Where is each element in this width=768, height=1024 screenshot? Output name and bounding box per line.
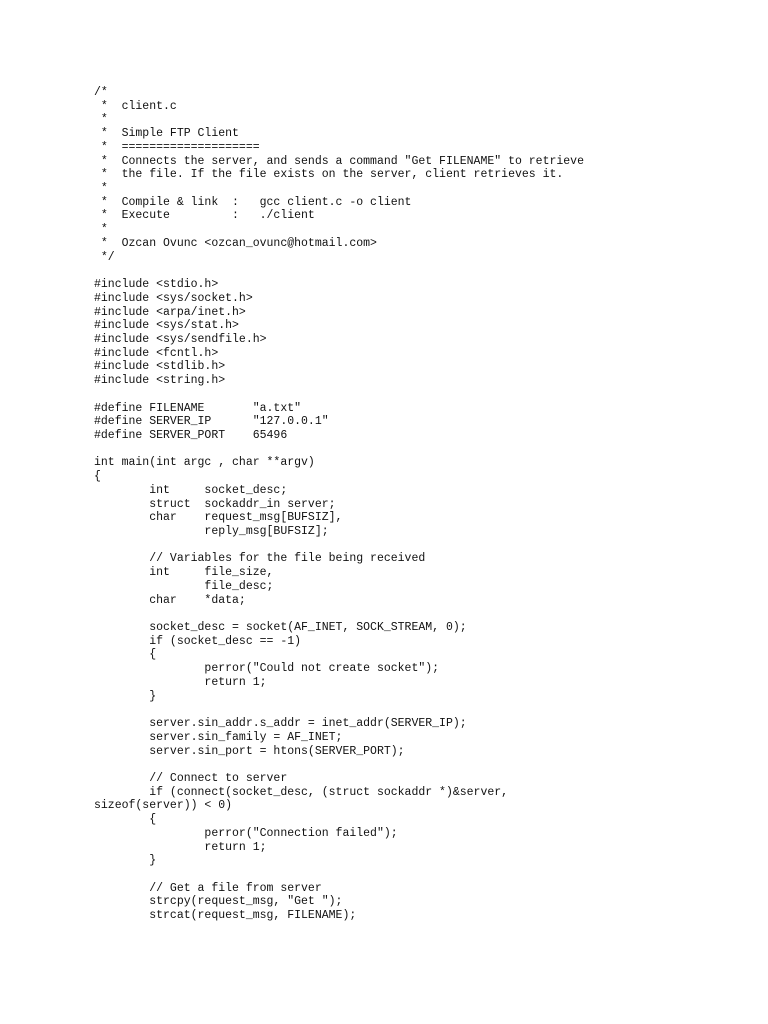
code-line: // Connect to server	[94, 771, 288, 785]
code-line: perror("Connection failed");	[94, 826, 398, 840]
code-line: * Compile & link : gcc client.c -o client	[94, 195, 412, 209]
code-line: if (socket_desc == -1)	[94, 634, 302, 648]
code-line: #include <stdlib.h>	[94, 360, 226, 374]
code-line: {	[94, 813, 157, 827]
code-line: #include <sys/stat.h>	[94, 319, 239, 333]
code-line: sizeof(server)) < 0)	[94, 799, 233, 813]
code-line: // Get a file from server	[94, 881, 322, 895]
code-line: char request_msg[BUFSIZ],	[94, 511, 343, 525]
code-line: {	[94, 648, 157, 662]
code-line: char *data;	[94, 593, 246, 607]
code-line: * the file. If the file exists on the server, client retrieves it.	[94, 168, 564, 182]
code-line: #include <string.h>	[94, 374, 226, 388]
code-line: server.sin_family = AF_INET;	[94, 730, 343, 744]
code-line: #include <sys/socket.h>	[94, 291, 253, 305]
code-line: int socket_desc;	[94, 483, 288, 497]
code-line	[94, 868, 754, 882]
code-line: server.sin_addr.s_addr = inet_addr(SERVER_IP);	[94, 717, 467, 731]
code-line	[94, 607, 754, 621]
code-line: #include <fcntl.h>	[94, 346, 219, 360]
code-line	[94, 539, 754, 553]
code-line: #include <stdio.h>	[94, 278, 219, 292]
code-line: * Ozcan Ovunc <ozcan_ovunc@hotmail.com>	[94, 236, 377, 250]
code-line: * Simple FTP Client	[94, 127, 239, 141]
code-line: }	[94, 854, 157, 868]
code-line: */	[94, 250, 115, 264]
code-line: return 1;	[94, 675, 267, 689]
code-line: /*	[94, 86, 108, 99]
code-line	[94, 264, 754, 278]
code-line: *	[94, 113, 108, 127]
code-line: return 1;	[94, 840, 267, 854]
code-line	[94, 703, 754, 717]
code-line: *	[94, 182, 108, 196]
code-line: strcpy(request_msg, "Get ");	[94, 895, 343, 909]
code-line: #include <arpa/inet.h>	[94, 305, 246, 319]
code-line: }	[94, 689, 157, 703]
code-line	[94, 758, 754, 772]
code-line: // Variables for the file being received	[94, 552, 426, 566]
code-line: reply_msg[BUFSIZ];	[94, 525, 329, 538]
code-line: int file_size,	[94, 566, 274, 580]
code-line: socket_desc = socket(AF_INET, SOCK_STREAM, 0);	[94, 621, 467, 635]
code-line: *	[94, 223, 108, 237]
code-line: {	[94, 470, 101, 484]
code-line: #include <sys/sendfile.h>	[94, 332, 267, 346]
code-line: * Execute : ./client	[94, 209, 315, 223]
code-line: * Connects the server, and sends a command "Get FILENAME" to retrieve	[94, 154, 584, 168]
code-line: file_desc;	[94, 579, 274, 593]
source-code-listing	[94, 86, 754, 923]
code-line: int main(int argc , char **argv)	[94, 456, 315, 470]
code-line: server.sin_port = htons(SERVER_PORT);	[94, 744, 405, 758]
code-line: #define SERVER_PORT 65496	[94, 428, 288, 442]
code-line: #define SERVER_IP "127.0.0.1"	[94, 415, 329, 429]
code-line: strcat(request_msg, FILENAME);	[94, 909, 357, 923]
code-line	[94, 388, 754, 402]
code-line: * client.c	[94, 99, 177, 113]
code-line: struct sockaddr_in server;	[94, 497, 336, 511]
code-line: perror("Could not create socket");	[94, 662, 440, 676]
code-line: #define FILENAME "a.txt"	[94, 401, 302, 415]
code-line	[94, 443, 754, 457]
code-line: if (connect(socket_desc, (struct sockaddr *)&server,	[94, 785, 509, 799]
code-line: * ====================	[94, 140, 260, 154]
